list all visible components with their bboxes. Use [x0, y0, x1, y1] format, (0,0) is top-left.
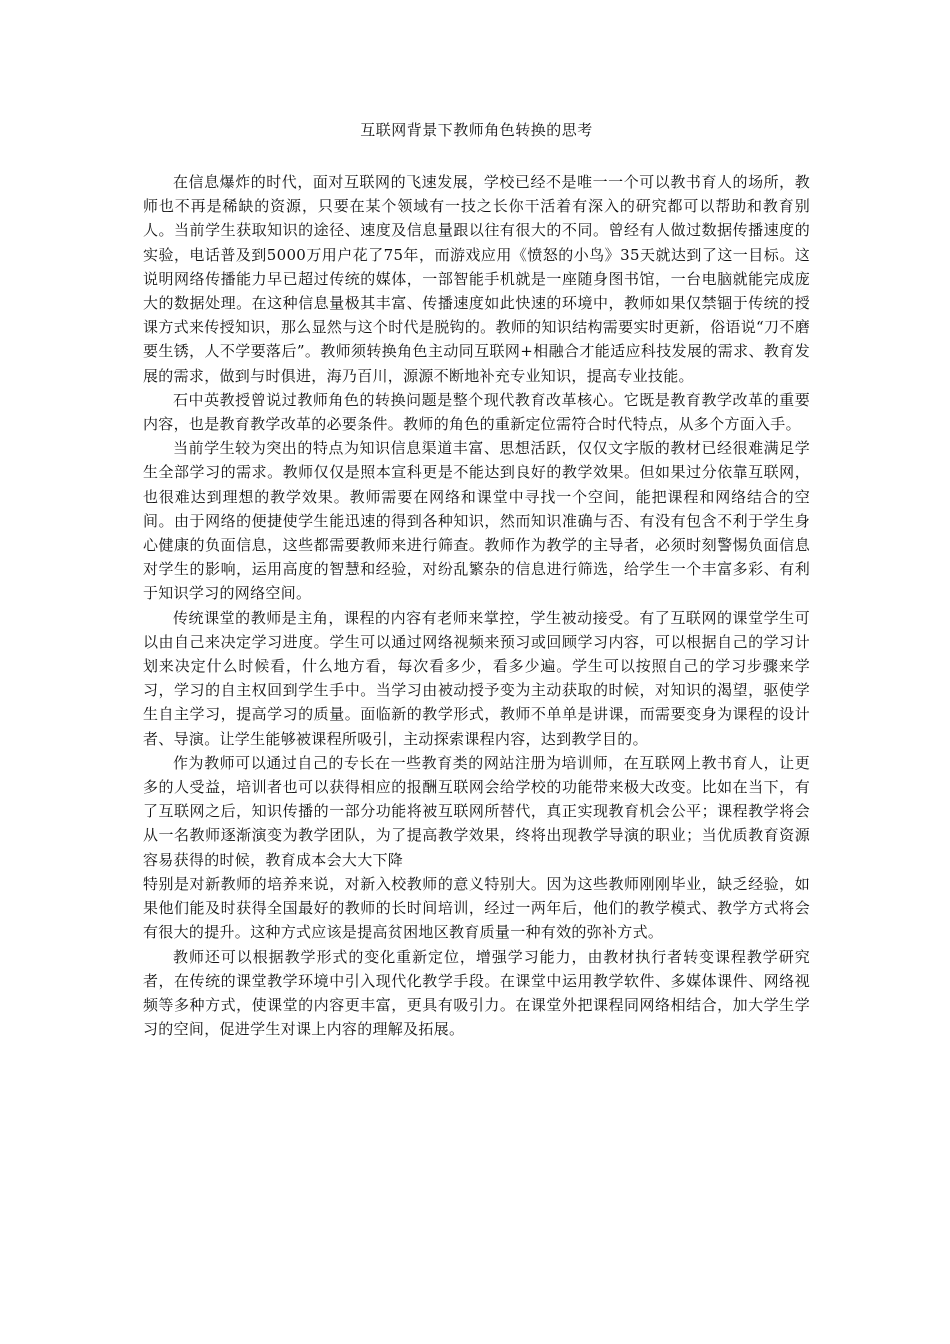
paragraph-5: 作为教师可以通过自己的专长在一些教育类的网站注册为培训师，在互联网上教书育人，让更多的人受益，培训者也可以获得相应的报酬互联网会给学校的功能带来极大改变。比如在当下，有了互联网之后，知识传播的一部分功能将被互联网所替代，真正实现教育机会公平；课程教学将会从一名教师逐渐演变为教学团队，为了提高教学效果，终将出现教学导演的职业；当优质教育资源容易获得的时候，教育成本会大大下降: [143, 753, 810, 869]
paragraph-6: 特别是对新教师的培养来说，对新入校教师的意义特别大。因为这些教师刚刚毕业，缺乏经验，如果他们能及时获得全国最好的教师的长时间培训，经过一两年后，他们的教学模式、教学方式将会有很大的提升。这种方式应该是提高贫困地区教育质量一种有效的弥补方式。: [143, 874, 810, 942]
paragraph-4: 传统课堂的教师是主角，课程的内容有老师来掌控，学生被动接受。有了互联网的课堂学生可以由自己来决定学习进度。学生可以通过网络视频来预习或回顾学习内容，可以根据自己的学习计划来决定什么时候看，什么地方看，每次看多少，看多少遍。学生可以按照自己的学习步骤来学习，学习的自主权回到学生手中。当学习由被动授予变为主动获取的时候，对知识的渴望，驱使学生自主学习，提高学习的质量。面临新的教学形式，教师不单单是讲课，而需要变身为课程的设计者、导演。让学生能够被课程所吸引，主动探索课程内容，达到教学目的。: [143, 608, 810, 748]
document-page: [143, 118, 810, 1041]
paragraph-3: 当前学生较为突出的特点为知识信息渠道丰富、思想活跃，仅仅文字版的教材已经很难满足学生全部学习的需求。教师仅仅是照本宣科更是不能达到良好的教学效果。但如果过分依靠互联网，也很难达到理想的教学效果。教师需要在网络和课堂中寻找一个空间，能把课程和网络结合的空间。由于网络的便捷使学生能迅速的得到各种知识，然而知识准确与否、有没有包含不利于学生身心健康的负面信息，这些都需要教师来进行筛查。教师作为教学的主导者，必须时刻警惕负面信息对学生的影响，运用高度的智慧和经验，对纷乱繁杂的信息进行筛选，给学生一个丰富多彩、有利于知识学习的网络空间。: [143, 439, 810, 603]
paragraph-7: 教师还可以根据教学形式的变化重新定位，增强学习能力，由教材执行者转变课程教学研究者，在传统的课堂教学环境中引入现代化教学手段。在课堂中运用教学软件、多媒体课件、网络视频等多种方式，使课堂的内容更丰富，更具有吸引力。在课堂外把课程同网络相结合，加大学生学习的空间，促进学生对课上内容的理解及拓展。: [143, 947, 810, 1039]
paragraph-1: 在信息爆炸的时代，面对互联网的飞速发展，学校已经不是唯一一个可以教书育人的场所，教师也不再是稀缺的资源，只要在某个领域有一技之长你干活着有深入的研究都可以帮助和教育别人。当前学生获取知识的途径、速度及信息量跟以往有很大的不同。曾经有人做过数据传播速度的实验，电话普及到5000万用户花了75年，而游戏应用《愤怒的小鸟》35天就达到了这一目标。这说明网络传播能力早已超过传统的媒体，一部智能手机就是一座随身图书馆，一台电脑就能完成庞大的数据处理。在这种信息量极其丰富、传播速度如此快速的环境中，教师如果仅禁锢于传统的授课方式来传授知识，那么显然与这个时代是脱钩的。教师的知识结构需要实时更新，俗语说“刀不磨要生锈，人不学要落后”。教师须转换角色主动同互联网+相融合才能适应科技发展的需求、教育发展的需求，做到与时俱进，海乃百川，源源不断地补充专业知识，提高专业技能。: [143, 173, 810, 385]
paragraph-2: 石中英教授曾说过教师角色的转换问题是整个现代教育改革核心。它既是教育教学改革的重要内容，也是教育教学改革的必要条件。教师的角色的重新定位需符合时代特点，从多个方面入手。: [143, 390, 810, 434]
document-title: 互联网背景下教师角色转换的思考: [360, 121, 593, 139]
